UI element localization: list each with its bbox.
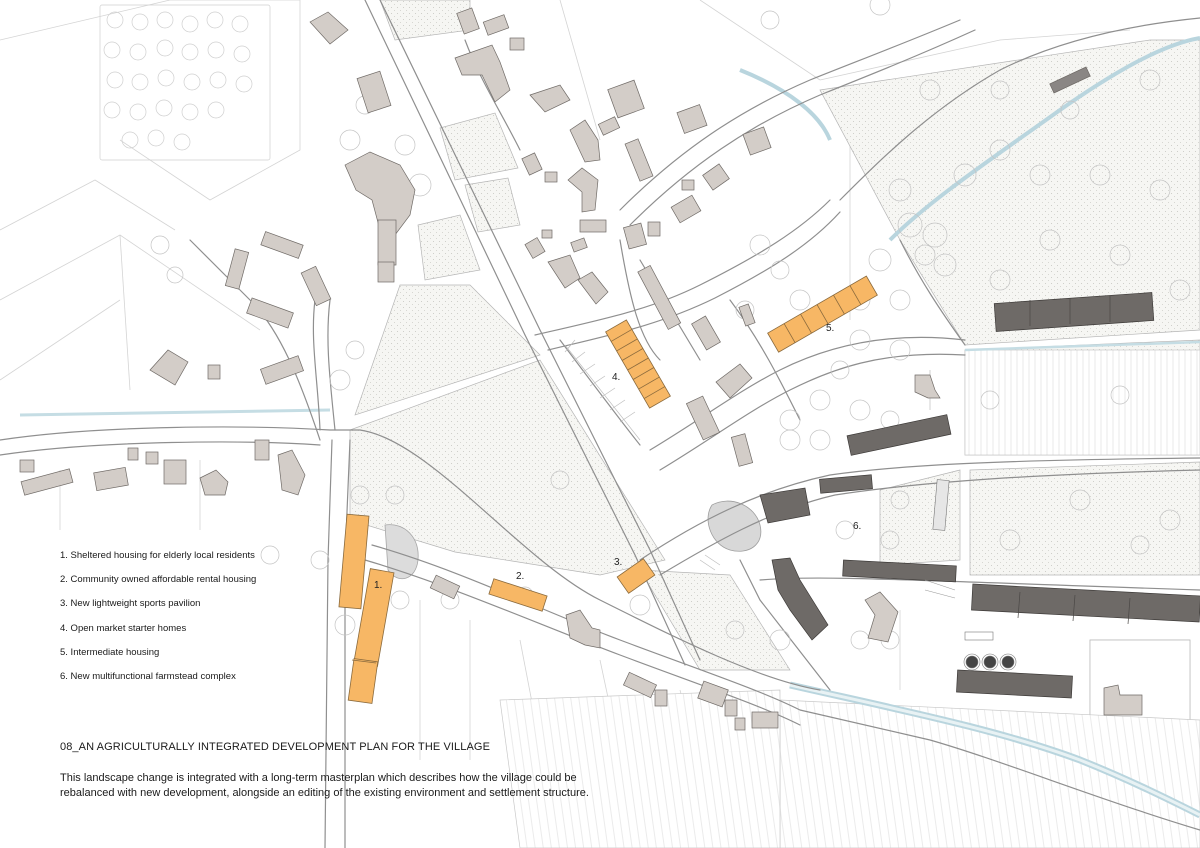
plan-description: This landscape change is integrated with a long-term masterplan which describes how the village could be rebalanced with new development, alongside an editing of the existing environment and settlement structure. bbox=[60, 772, 589, 799]
building-1a bbox=[339, 514, 369, 609]
legend-item-5: 5. Intermediate housing bbox=[60, 646, 160, 658]
plan-label-5: 5. bbox=[826, 323, 835, 334]
plan-label-3: 3. bbox=[614, 557, 623, 568]
plan-label-1: 1. bbox=[374, 580, 383, 591]
orchard-grid bbox=[100, 5, 270, 160]
plan-title: 08_AN AGRICULTURALLY INTEGRATED DEVELOPMENT PLAN FOR THE VILLAGE bbox=[60, 741, 491, 753]
legend-item-3: 3. New lightweight sports pavilion bbox=[60, 598, 201, 610]
legend-item-2: 2. Community owned affordable rental housing bbox=[60, 574, 257, 586]
plan-legend bbox=[60, 547, 256, 692]
legend-item-4: 4. Open market starter homes bbox=[60, 622, 187, 634]
plan-label-4: 4. bbox=[612, 372, 621, 383]
building-1c bbox=[348, 659, 378, 704]
plan-label-2: 2. bbox=[516, 571, 525, 582]
pond bbox=[708, 501, 761, 551]
legend-item-1: 1. Sheltered housing for elderly local residents bbox=[60, 550, 255, 561]
legend-item-6: 6. New multifunctional farmstead complex bbox=[60, 670, 236, 682]
plan-label-6: 6. bbox=[853, 521, 862, 532]
building-4-terrace bbox=[606, 320, 671, 408]
building-5-terrace bbox=[768, 276, 878, 352]
